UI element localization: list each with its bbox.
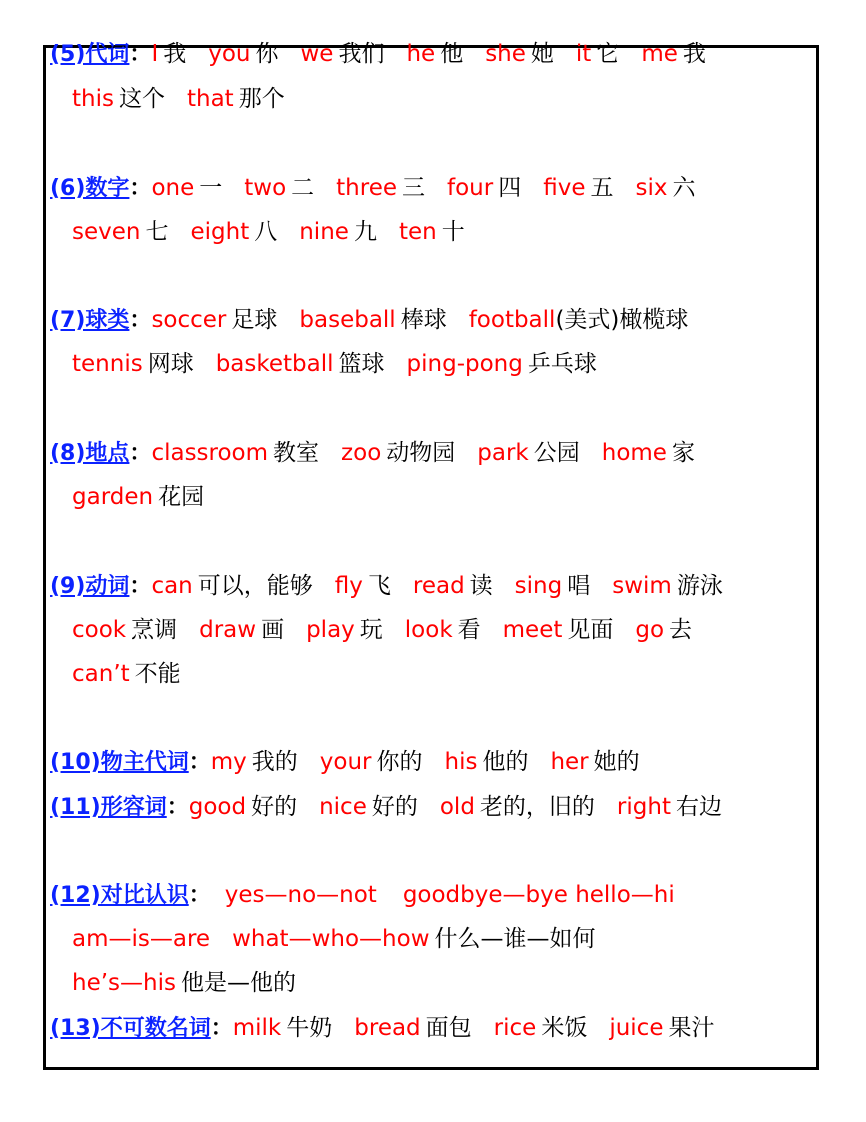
chinese-meaning: 读 (469, 573, 493, 599)
section-heading: (10)物主代词 (50, 750, 189, 775)
english-word: can’t (72, 661, 130, 687)
chinese-meaning: 足球 (231, 307, 278, 333)
chinese-meaning: 他是—他的 (180, 970, 296, 996)
s8-line-2 (50, 477, 204, 517)
english-word: four (447, 175, 494, 201)
section-heading: (11)形容词 (50, 795, 167, 820)
heading-colon: ： (188, 750, 211, 775)
english-word: play (306, 617, 355, 643)
english-word: it (575, 41, 592, 67)
section-heading: (9)动词 (50, 574, 130, 599)
chinese-meaning: 不能 (134, 661, 181, 687)
chinese-meaning: 他的 (482, 749, 529, 775)
section-heading: (12)对比认识 (50, 883, 189, 908)
chinese-meaning: 面包 (425, 1015, 472, 1041)
chinese-meaning: 乒乓球 (527, 351, 597, 377)
english-word: she (485, 41, 526, 67)
section-heading: (6)数字 (50, 176, 130, 201)
chinese-meaning: 飞 (367, 573, 391, 599)
heading-colon: ： (129, 176, 152, 201)
english-word: bread (354, 1015, 421, 1041)
chinese-meaning: (美式)橄榄球 (555, 307, 689, 333)
english-word: go (635, 617, 665, 643)
english-word: goodbye—bye hello—hi (402, 882, 675, 908)
s10-line-1 (50, 742, 640, 782)
english-word: eight (190, 219, 250, 245)
english-word: meet (502, 617, 563, 643)
chinese-meaning: 花园 (158, 484, 205, 510)
s9-line-3 (50, 654, 181, 694)
chinese-meaning: 我们 (338, 41, 385, 67)
english-word: he’s—his (72, 970, 176, 996)
chinese-meaning: 老的，旧的 (479, 794, 595, 820)
chinese-meaning: 篮球 (338, 351, 385, 377)
chinese-meaning: 网球 (147, 351, 194, 377)
heading-colon: ： (188, 883, 211, 908)
chinese-meaning: 六 (672, 175, 696, 201)
english-word: his (444, 749, 478, 775)
chinese-meaning: 它 (596, 41, 620, 67)
chinese-meaning: 四 (498, 175, 522, 201)
chinese-meaning: 什么—谁—如何 (434, 926, 596, 952)
s5-line-2 (50, 79, 285, 119)
chinese-meaning: 牛奶 (286, 1015, 333, 1041)
chinese-meaning: 那个 (238, 86, 285, 112)
english-word: your (319, 749, 372, 775)
chinese-meaning: 一 (199, 175, 223, 201)
english-word: you (208, 41, 251, 67)
chinese-meaning: 动物园 (386, 440, 456, 466)
english-word: five (543, 175, 586, 201)
english-word: we (300, 41, 334, 67)
english-word: ping-pong (406, 351, 523, 377)
chinese-meaning: 教室 (273, 440, 320, 466)
english-word: six (635, 175, 668, 201)
chinese-meaning: 果汁 (668, 1015, 715, 1041)
heading-colon: ： (129, 42, 152, 67)
s12-line-1 (50, 875, 675, 915)
english-word: baseball (299, 307, 396, 333)
chinese-meaning: 见面 (567, 617, 614, 643)
chinese-meaning: 烹调 (131, 617, 178, 643)
s13-line-1 (50, 1008, 714, 1048)
english-word: one (151, 175, 195, 201)
english-word: my (210, 749, 247, 775)
chinese-meaning: 九 (353, 219, 377, 245)
english-word: draw (199, 617, 257, 643)
s11-line-1 (50, 787, 722, 827)
chinese-meaning: 她的 (593, 749, 640, 775)
s6-line-2 (50, 212, 465, 252)
chinese-meaning: 五 (590, 175, 614, 201)
english-word: ten (398, 219, 437, 245)
s9-line-1 (50, 566, 723, 606)
heading-colon: ： (210, 1016, 233, 1041)
chinese-meaning: 米饭 (541, 1015, 588, 1041)
english-word: old (439, 794, 475, 820)
s12-line-3 (50, 963, 296, 1003)
chinese-meaning: 右边 (675, 794, 722, 820)
chinese-meaning: 公园 (533, 440, 580, 466)
s5-line-1 (50, 34, 706, 74)
english-word: tennis (72, 351, 143, 377)
chinese-meaning: 去 (669, 617, 693, 643)
section-heading: (5)代词 (50, 42, 130, 67)
english-word: juice (609, 1015, 664, 1041)
heading-colon: ： (129, 308, 152, 333)
section-heading: (7)球类 (50, 308, 130, 333)
s12-line-2 (50, 919, 596, 959)
chinese-meaning: 游泳 (676, 573, 723, 599)
english-word: home (601, 440, 667, 466)
english-word: he (406, 41, 436, 67)
english-word: look (404, 617, 453, 643)
english-word: read (412, 573, 465, 599)
english-word: sing (514, 573, 563, 599)
english-word: garden (72, 484, 154, 510)
english-word: milk (232, 1015, 282, 1041)
section-heading: (13)不可数名词 (50, 1016, 211, 1041)
english-word: am—is—are (72, 926, 211, 952)
english-word: can (151, 573, 193, 599)
english-word: basketball (215, 351, 334, 377)
chinese-meaning: 二 (291, 175, 315, 201)
chinese-meaning: 家 (671, 440, 695, 466)
english-word: yes—no—not (224, 882, 377, 908)
chinese-meaning: 唱 (567, 573, 591, 599)
english-word: park (477, 440, 529, 466)
chinese-meaning: 画 (261, 617, 285, 643)
chinese-meaning: 我 (163, 41, 187, 67)
chinese-meaning: 七 (145, 219, 169, 245)
english-word: good (188, 794, 247, 820)
chinese-meaning: 看 (457, 617, 481, 643)
heading-colon: ： (129, 574, 152, 599)
english-word: what—who—how (232, 926, 430, 952)
chinese-meaning: 三 (402, 175, 426, 201)
english-word: me (641, 41, 678, 67)
chinese-meaning: 他 (440, 41, 464, 67)
english-word: right (616, 794, 671, 820)
chinese-meaning: 可以，能够 (197, 573, 313, 599)
chinese-meaning: 她 (530, 41, 554, 67)
chinese-meaning: 八 (254, 219, 278, 245)
english-word: fly (334, 573, 363, 599)
english-word: I (151, 41, 159, 67)
chinese-meaning: 玩 (359, 617, 383, 643)
s7-line-2 (50, 344, 597, 384)
s6-line-1 (50, 168, 695, 208)
chinese-meaning: 好的 (251, 794, 298, 820)
chinese-meaning: 十 (441, 219, 465, 245)
english-word: zoo (341, 440, 382, 466)
english-word: nine (299, 219, 349, 245)
english-word: this (72, 86, 114, 112)
english-word: football (468, 307, 556, 333)
heading-colon: ： (129, 441, 152, 466)
heading-colon: ： (166, 795, 189, 820)
english-word: seven (72, 219, 141, 245)
chinese-meaning: 棒球 (400, 307, 447, 333)
english-word: soccer (151, 307, 227, 333)
english-word: three (336, 175, 398, 201)
chinese-meaning: 这个 (118, 86, 165, 112)
english-word: two (244, 175, 287, 201)
s7-line-1 (50, 300, 688, 340)
chinese-meaning: 好的 (371, 794, 418, 820)
section-heading: (8)地点 (50, 441, 130, 466)
english-word: nice (319, 794, 367, 820)
english-word: classroom (151, 440, 269, 466)
s9-line-2 (50, 610, 692, 650)
chinese-meaning: 我的 (251, 749, 298, 775)
english-word: swim (612, 573, 672, 599)
english-word: her (550, 749, 589, 775)
english-word: cook (72, 617, 127, 643)
english-word: rice (493, 1015, 537, 1041)
english-word: that (186, 86, 234, 112)
chinese-meaning: 你 (255, 41, 279, 67)
s8-line-1 (50, 433, 695, 473)
chinese-meaning: 你的 (376, 749, 423, 775)
chinese-meaning: 我 (682, 41, 706, 67)
